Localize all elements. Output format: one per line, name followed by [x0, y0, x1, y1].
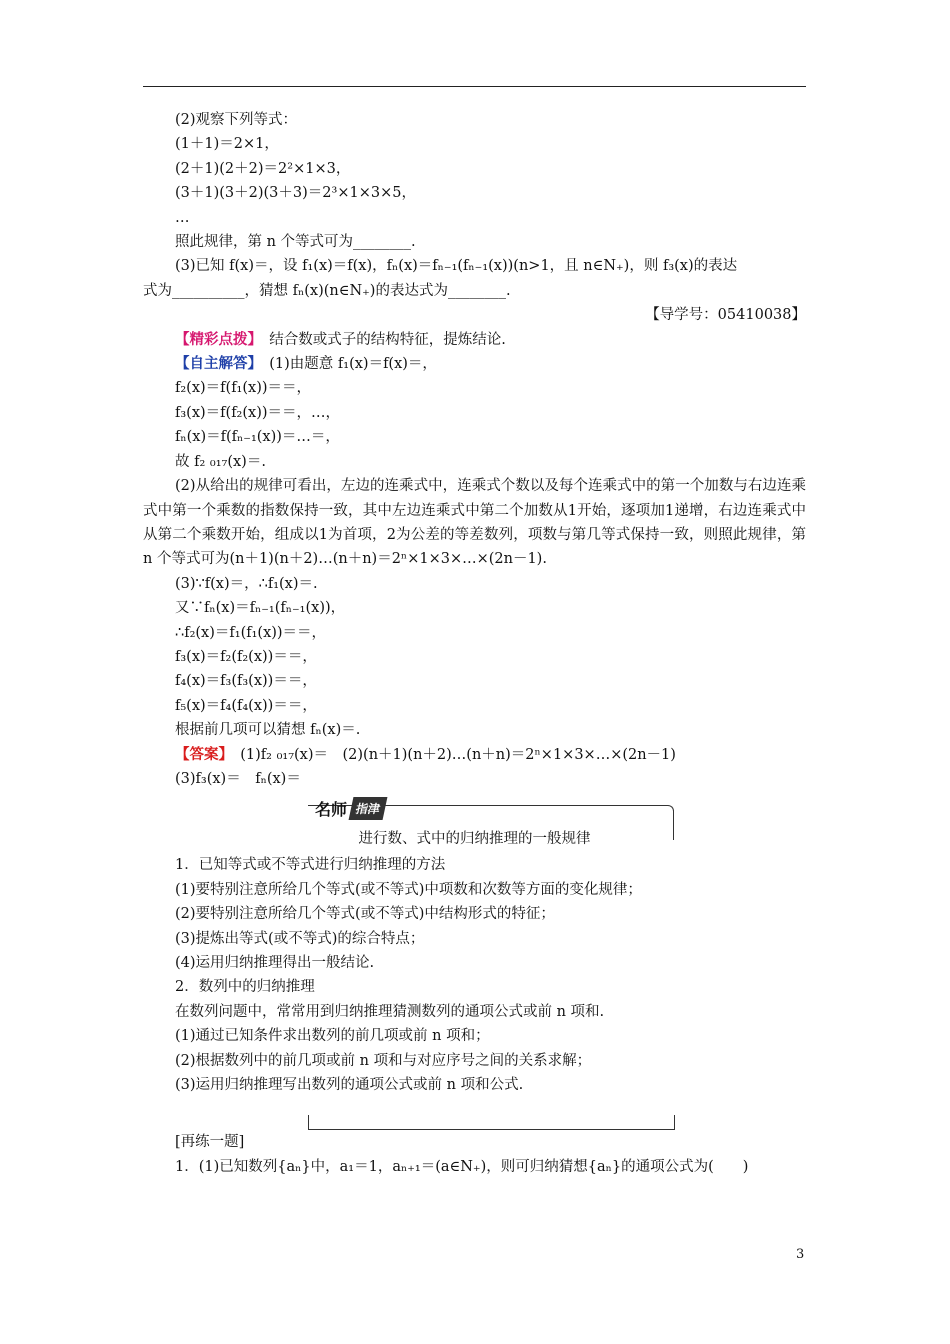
badge-text: 名师: [315, 799, 348, 819]
question-2-intro: (2)观察下列等式：: [175, 112, 298, 128]
tip-line: (4)运用归纳推理得出一般结论.: [175, 955, 375, 971]
solve-step: fₙ(x)＝f(fₙ₋₁(x))＝…＝，: [175, 429, 340, 446]
tip-line: 1．已知等式或不等式进行归纳推理的方法: [175, 857, 446, 874]
page-content: [143, 108, 806, 1179]
solve-tag: 【自主解答】: [175, 355, 255, 373]
tip-line: (2)根据数列中的前几项或前 n 项和与对应序号之间的关系求解；: [175, 1052, 592, 1069]
tip-line: 2．数列中的归纳推理: [175, 979, 315, 996]
solve3-step: f₅(x)＝f₄(f₄(x))＝＝，: [175, 697, 317, 714]
practice-heading: [再练一题]: [175, 1134, 245, 1151]
solve-step: f₂(x)＝f(f₁(x))＝＝，: [175, 380, 312, 397]
tip-line: (2)要特别注意所给几个等式(或不等式)中结构形式的特征；: [175, 906, 555, 923]
question-2-blank: 照此规律，第 n 个等式可为________.: [175, 234, 416, 251]
solve3-step: 又∵fₙ(x)＝fₙ₋₁(fₙ₋₁(x))，: [175, 600, 346, 617]
box-bottom-border: [308, 1115, 675, 1130]
answer-text: (1)f₂ ₀₁₇(x)＝ (2)(n＋1)(n＋2)…(n＋n)＝2ⁿ×1×3×…×(2n－1): [225, 746, 676, 763]
solve3-step: 根据前几项可以猜想 fₙ(x)＝.: [175, 722, 361, 739]
solution-paragraph-2: (2)从给出的规律可看出，左边的连乘式中，连乘式个数以及每个连乘式中的第一个加数与右边连乘式中第一个乘数的指数保持一致，其中左边连乘式中第二个加数从1开始，逐项加1递增，右边连乘式中从第二个乘数开始，组成以1为首项，2为公差的等差数列，项数与第几等式保持一致，则照此规律，第 n 个等式可为(n＋1)(n＋2)…(n＋n)＝2ⁿ×1×3×…×(2n－1).: [143, 478, 806, 568]
box-title: 进行数、式中的归纳推理的一般规律: [358, 831, 591, 848]
solve-text: (1)由题意 f₁(x)＝f(x)＝，: [254, 356, 437, 373]
solve3-step: f₃(x)＝f₂(f₂(x))＝＝，: [175, 648, 317, 665]
hint-text: 结合数或式子的结构特征，提炼结论.: [254, 331, 506, 348]
tip-line: (1)要特别注意所给几个等式(或不等式)中项数和次数等方面的变化规律；: [175, 881, 642, 898]
tips-badge: [311, 795, 385, 821]
box-body: [143, 853, 806, 1097]
guide-number: 【导学号：05410038】: [645, 307, 806, 324]
practice-question: 1．(1)已知数列{aₙ}中，a₁＝1，aₙ₊₁＝(a∈N₊)，则可归纳猜想{aₙ}的通项公式为( ): [175, 1158, 749, 1175]
answer-line: [143, 743, 806, 767]
question-3-line: (3)已知 f(x)＝，设 f₁(x)＝f(x)，fₙ(x)＝fₙ₋₁(fₙ₋₁(x))(n>1，且 n∈N₊)，则 f₃(x)的表达: [175, 258, 738, 275]
badge-text-inverse: 指津: [349, 797, 388, 820]
equation-line: (2＋1)(2＋2)＝2²×1×3，: [175, 160, 351, 177]
tip-line: 在数列问题中，常常用到归纳推理猜测数列的通项公式或前 n 项和.: [175, 1003, 605, 1020]
teacher-tips-box: [143, 795, 806, 1130]
solve-step: 故 f₂ ₀₁₇(x)＝.: [175, 453, 266, 470]
solve3-step: (3)∵f(x)＝，∴f₁(x)＝.: [175, 575, 318, 592]
solve3-step: ∴f₂(x)＝f₁(f₁(x))＝＝，: [175, 624, 327, 641]
solve-step: f₃(x)＝f(f₂(x))＝＝，…，: [175, 404, 341, 421]
hint-tag: 【精彩点拨】: [175, 330, 255, 348]
header-rule: [143, 86, 806, 87]
equation-line: (3＋1)(3＋2)(3＋3)＝2³×1×3×5，: [175, 185, 416, 202]
equation-line: (1＋1)＝2×1，: [175, 136, 279, 153]
solve-line: [143, 352, 806, 376]
answer-line-2: (3)f₃(x)＝ fₙ(x)＝: [175, 770, 301, 787]
hint-line: [143, 328, 806, 352]
page-number: 3: [796, 1247, 805, 1262]
solve3-step: f₄(x)＝f₃(f₃(x))＝＝，: [175, 673, 317, 690]
question-3-line: 式为__________，猜想 fₙ(x)(n∈N₊)的表达式为________.: [143, 282, 511, 299]
tip-line: (3)提炼出等式(或不等式)的综合特点；: [175, 930, 425, 947]
answer-tag: 【答案】: [175, 745, 226, 763]
tip-line: (3)运用归纳推理写出数列的通项公式或前 n 项和公式.: [175, 1077, 524, 1094]
tip-line: (1)通过已知条件求出数列的前几项或前 n 项和；: [175, 1028, 490, 1045]
ellipsis-line: …: [175, 209, 190, 226]
